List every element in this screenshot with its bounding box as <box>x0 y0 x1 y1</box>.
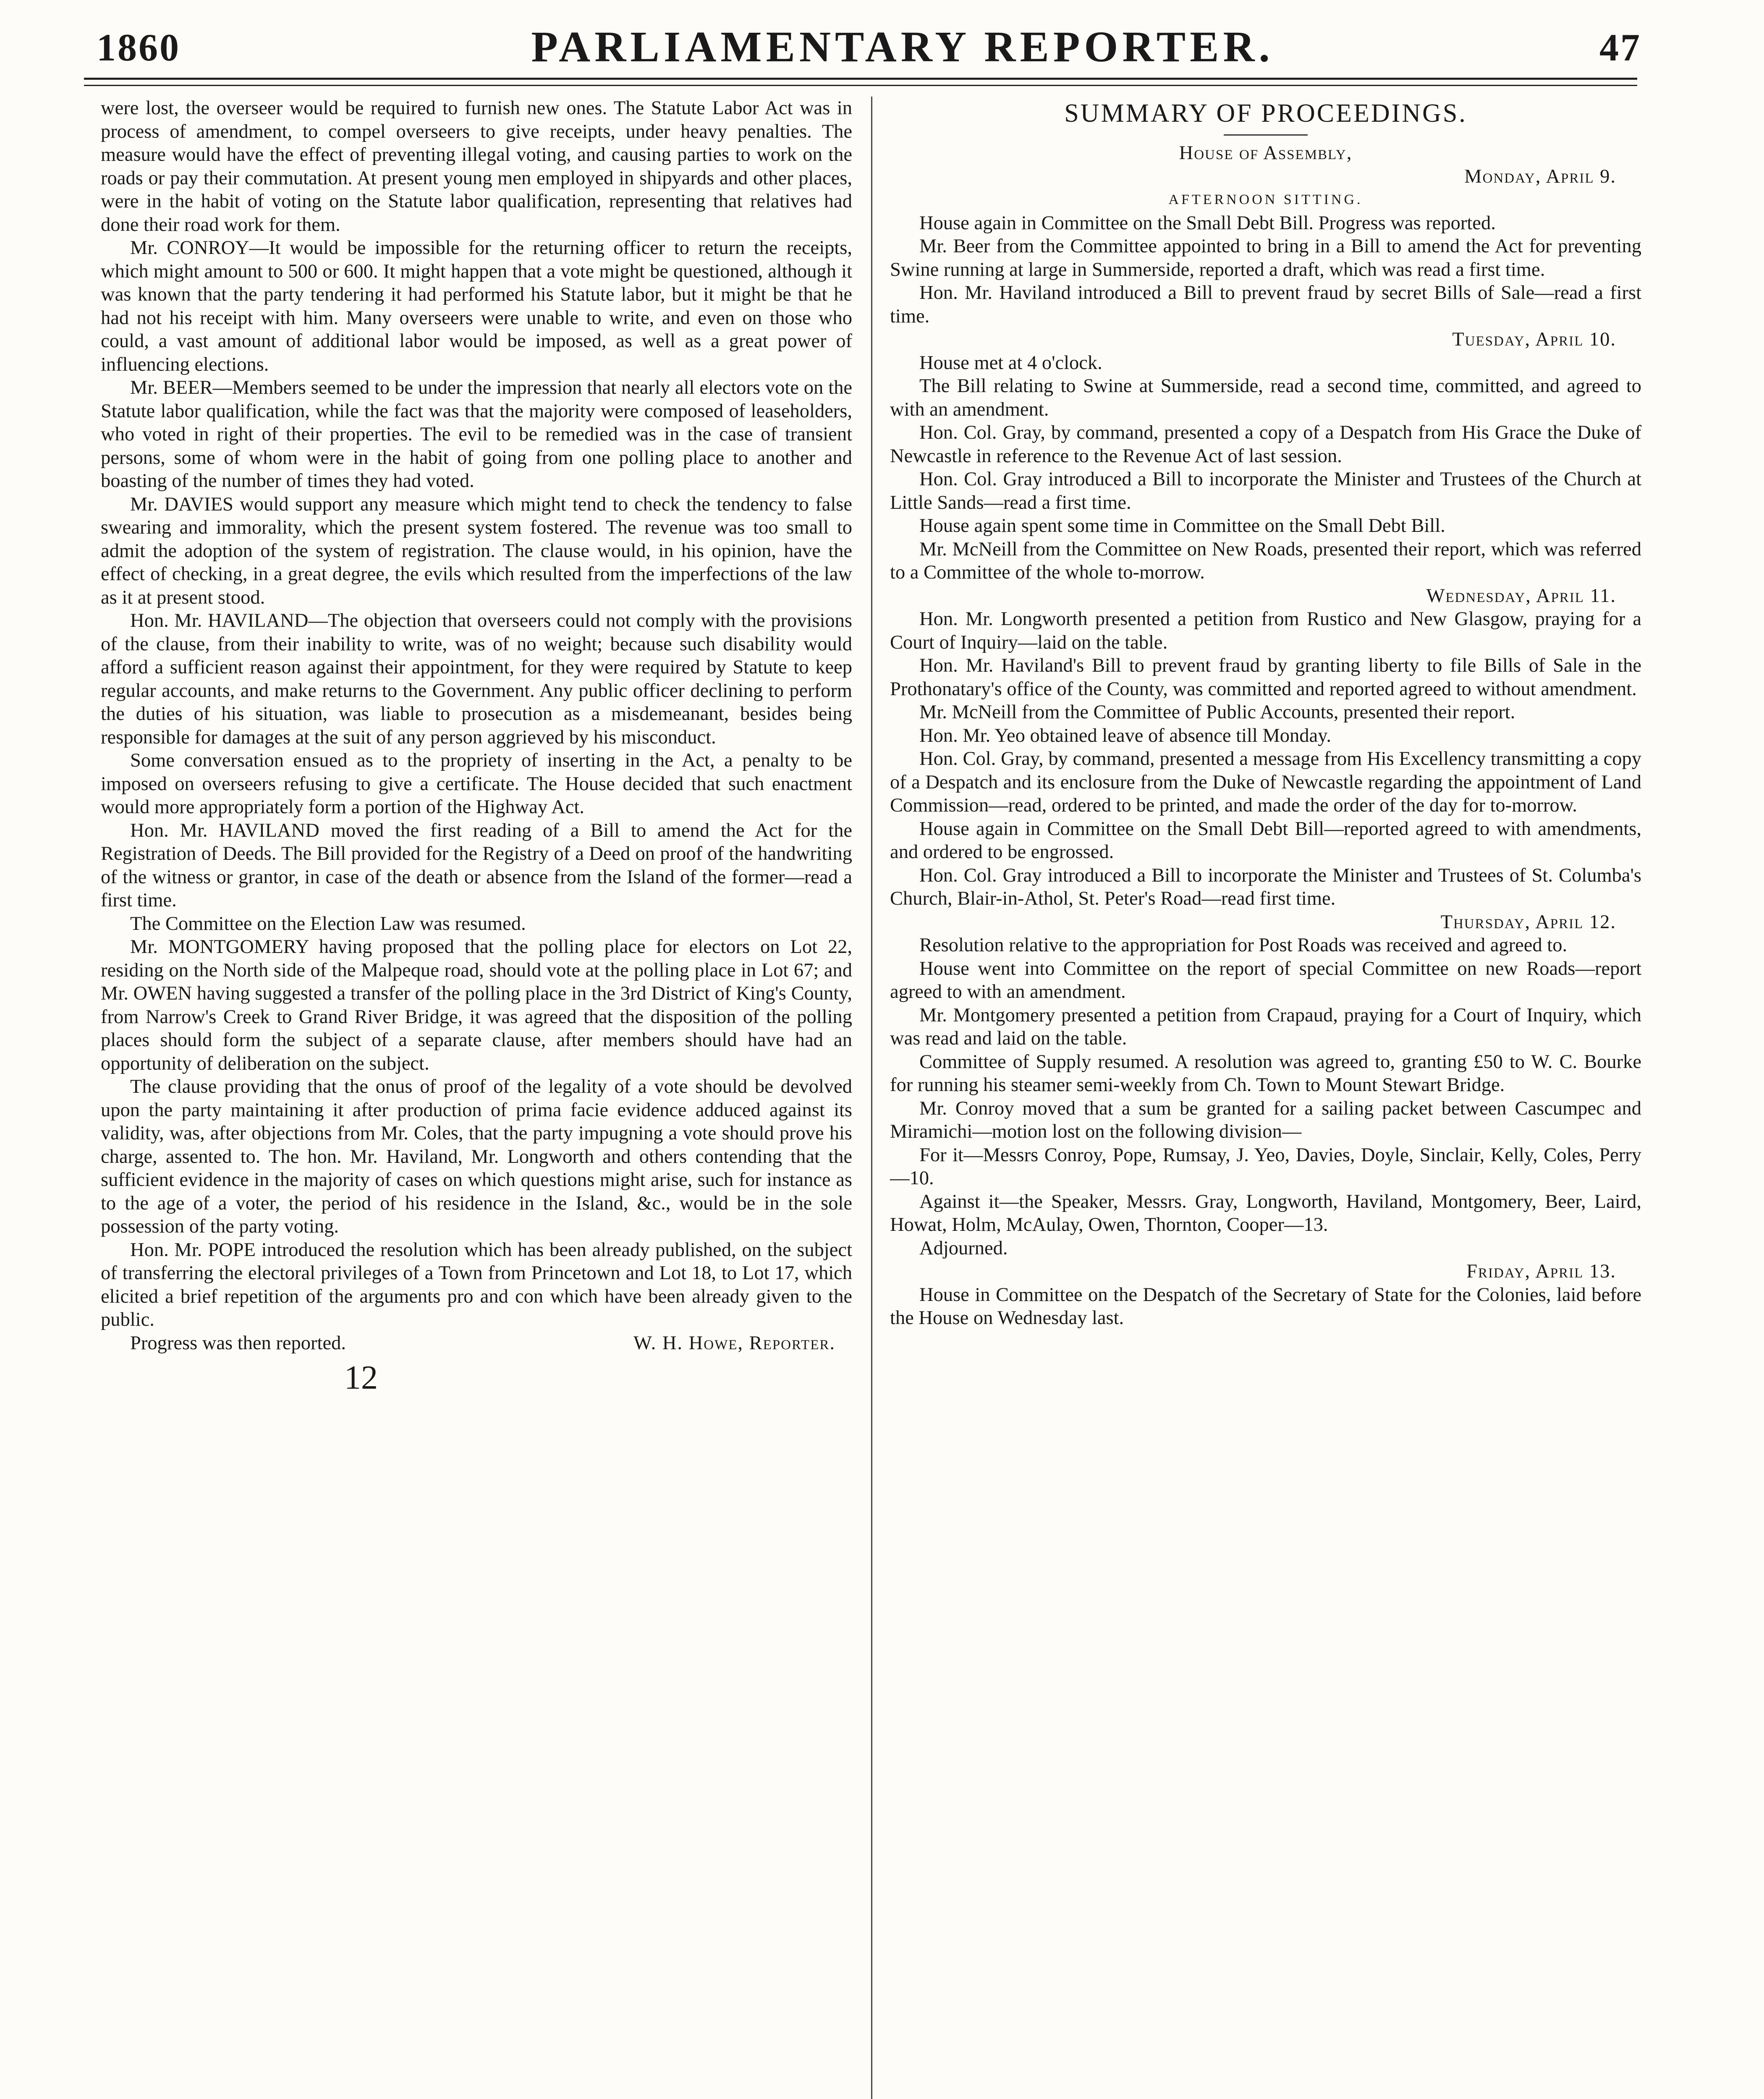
paragraph: Hon. Mr. Haviland's Bill to prevent fraud by granting liberty to file Bills of Sale in the Prothonatary's office of the County, was committed and reported agreed to without amendment. <box>890 655 1641 700</box>
paragraph: Mr. Beer from the Committee appointed to bring in a Bill to amend the Act for preventing Swine running at large in Summerside, reported a draft, which was read a first time. <box>890 236 1641 280</box>
paragraph: Hon. Mr. HAVILAND—The objection that overseers could not comply with the provisions of the clause, from their inability to write, was of no weight; because such disability would afford a sufficient reason against their appointment, for they were required by Statute to keep regular accounts, and make returns to the Government. Any public officer declining to perform the duties of his situation, was liable to prosecution as a misdemeanant, besides being responsible for damages at the suit of any person aggrieved by his misconduct. <box>101 610 852 748</box>
paragraph: The Bill relating to Swine at Summerside, read a second time, committed, and agreed to with an amendment. <box>890 375 1641 420</box>
paragraph: Mr. McNeill from the Committee of Public Accounts, presented their report. <box>919 701 1515 723</box>
date-tuesday: Tuesday, April 10. <box>1452 329 1616 350</box>
left-column <box>101 97 852 1397</box>
paragraph: Hon. Mr. Yeo obtained leave of absence till Monday. <box>919 725 1332 746</box>
paragraph: For it—Messrs Conroy, Pope, Rumsay, J. Yeo, Davies, Doyle, Sinclair, Kelly, Coles, Perry—10. <box>890 1144 1641 1189</box>
paragraph: Hon. Col. Gray, by command, presented a message from His Excellency transmitting a copy of a Despatch and its enclosure from the Duke of Newcastle regarding the appointment of Land Commission—read, ordered to be printed, and made the order of the day for to-morrow. <box>890 748 1641 816</box>
date-wednesday: Wednesday, April 11. <box>1426 585 1616 607</box>
page-header <box>84 17 1654 80</box>
paragraph: House went into Committee on the report of special Committee on new Roads—report agreed to with an amendment. <box>890 958 1641 1002</box>
header-page-number: 47 <box>1599 26 1641 69</box>
paragraph: The Committee on the Election Law was resumed. <box>130 913 526 934</box>
paragraph: Resolution relative to the appropriation for Post Roads was received and agreed to. <box>919 934 1568 956</box>
paragraph: Some conversation ensued as to the propriety of inserting in the Act, a penalty to be imposed on overseers refusing to give a certificate. The House decided that such enactment would more appropriately form a portion of the Highway Act. <box>101 750 852 818</box>
paragraph: Against it—the Speaker, Messrs. Gray, Longworth, Haviland, Montgomery, Beer, Laird, Howat, Holm, McAulay, Owen, Thornton, Cooper—13. <box>890 1191 1641 1235</box>
paragraph: Mr. CONROY—It would be impossible for the returning officer to return the receipts, which might amount to 500 or 600. It might happen that a vote might be questioned, although it was known that the party tendering it had performed his Statute labor, but it might be that he had not his receipt with him. Many overseers were unable to write, and even on those who could, a vast amount of additional labor would be imposed, as well as a great power of influencing elections. <box>101 237 852 375</box>
paragraph: Committee of Supply resumed. A resolution was agreed to, granting £50 to W. C. Bourke for running his steamer semi-weekly from Ch. Town to Mount Stewart Bridge. <box>890 1051 1641 1096</box>
closing-line <box>101 1332 852 1355</box>
paragraph: Hon. Mr. HAVILAND moved the first reading of a Bill to amend the Act for the Registration of Deeds. The Bill provided for the Registry of a Deed on proof of the handwriting of the witness or grantor, in case of the death or absence from the Island of the former—read a first time. <box>101 819 852 911</box>
heading-rule <box>1224 134 1308 136</box>
paragraph: Adjourned. <box>919 1237 1008 1259</box>
paragraph: Hon. Mr. Longworth presented a petition from Rustico and New Glasgow, praying for a Court of Inquiry—laid on the table. <box>890 608 1641 653</box>
paragraph: Hon. Col. Gray introduced a Bill to incorporate the Minister and Trustees of the Church at Little Sands—read a first time. <box>890 468 1641 513</box>
paragraph: Mr. DAVIES would support any measure which might tend to check the tendency to false swearing and immorality, which the present system fostered. The revenue was too small to admit the adoption of the system of registration. The clause would, in his opinion, have the effect of checking, in a great degree, the evils which resulted from the imperfections of the law as it at present stood. <box>101 493 852 608</box>
paragraph: Hon. Col. Gray, by command, presented a copy of a Despatch from His Grace the Duke of Newcastle in reference to the Revenue Act of last session. <box>890 422 1641 467</box>
paragraph: House met at 4 o'clock. <box>919 352 1102 374</box>
paragraph: Mr. McNeill from the Committee on New Roads, presented their report, which was referred to a Committee of the whole to-morrow. <box>890 538 1641 583</box>
paragraph: House again spent some time in Committee on the Small Debt Bill. <box>919 515 1445 537</box>
reporter-signature: W. H. Howe, Reporter. <box>633 1332 835 1354</box>
right-column <box>890 97 1641 1330</box>
paragraph: were lost, the overseer would be required to furnish new ones. The Statute Labor Act was in process of amendment, to compel overseers to give receipts, under heavy penalties. The measure would have the effect of preventing illegal voting, and causing parties to work on the roads or pay their commutation. At present young men employed in shipyards and other places, were in the habit of voting on the Statute labor qualification, representing that relatives had done their road work for them. <box>101 97 852 236</box>
date-thursday: Thursday, April 12. <box>1440 911 1616 933</box>
sheet-number: 12 <box>344 1359 378 1396</box>
paragraph: Mr. BEER—Members seemed to be under the impression that nearly all electors vote on the Statute labor qualification, while the fact was that the majority were composed of leaseholders, who voted in right of their properties. The evil to be remedied was in the case of transient persons, some of whom were in the habit of going from one polling place to another and boasting of the number of times they had voted. <box>101 377 852 492</box>
section-heading: SUMMARY OF PROCEEDINGS. <box>1064 99 1467 128</box>
paragraph: Mr. Montgomery presented a petition from Crapaud, praying for a Court of Inquiry, which was read and laid on the table. <box>890 1004 1641 1049</box>
paragraph: House again in Committee on the Small Debt Bill. Progress was reported. <box>919 212 1496 234</box>
header-year: 1860 <box>97 26 181 69</box>
header-title: PARLIAMENTARY REPORTER. <box>531 23 1274 71</box>
paragraph: The clause providing that the onus of proof of the legality of a vote should be devolved upon the party maintaining it after production of prima facie evidence adduced against its validity, was, after objections from Mr. Coles, that the party impugning a vote should prove his charge, assented to. The hon. Mr. Haviland, Mr. Longworth and others contending that the sufficient evidence in the majority of cases on which questions might arise, such for instance as to the age of a voter, the period of his residence in the Island, &c., would be in the sole possession of the party voting. <box>101 1076 852 1237</box>
paragraph: Hon. Mr. Haviland introduced a Bill to prevent fraud by secret Bills of Sale—read a first time. <box>890 282 1641 327</box>
paragraph: House in Committee on the Despatch of the Secretary of State for the Colonies, laid before the House on Wednesday last. <box>890 1284 1641 1329</box>
progress-note: Progress was then reported. <box>130 1332 346 1354</box>
header-rule <box>84 78 1637 86</box>
paragraph: House again in Committee on the Small Debt Bill—reported agreed to with amendments, and ordered to be engrossed. <box>890 818 1641 863</box>
paragraph: Hon. Mr. POPE introduced the resolution which has been already published, on the subject of transferring the electoral privileges of a Town from Princetown and Lot 18, to Lot 17, which elicited a brief repetition of the arguments pro and con which have been already given to the public. <box>101 1239 852 1330</box>
paragraph: Hon. Col. Gray introduced a Bill to incorporate the Minister and Trustees of St. Columba's Church, Blair-in-Athol, St. Peter's Road—read first time. <box>890 864 1641 909</box>
date-friday: Friday, April 13. <box>1466 1261 1616 1282</box>
house-label: House of Assembly, <box>1179 142 1353 164</box>
paragraph: Mr. MONTGOMERY having proposed that the polling place for electors on Lot 22, residing on the North side of the Malpeque road, should vote at the polling place in Lot 67; and Mr. OWEN having suggested a transfer of the polling place in the 3rd District of King's County, from Narrow's Creek to Grand River Bridge, it was agreed that the disposition of the polling places should form the subject of a separate clause, after members should have had an opportunity of deliberation on the subject. <box>101 936 852 1074</box>
sitting-label: AFTERNOON SITTING. <box>1168 192 1363 207</box>
column-divider <box>871 97 872 2099</box>
paragraph: Mr. Conroy moved that a sum be granted for a sailing packet between Cascumpec and Miramichi—motion lost on the following division— <box>890 1097 1641 1142</box>
date-monday: Monday, April 9. <box>1464 165 1616 187</box>
